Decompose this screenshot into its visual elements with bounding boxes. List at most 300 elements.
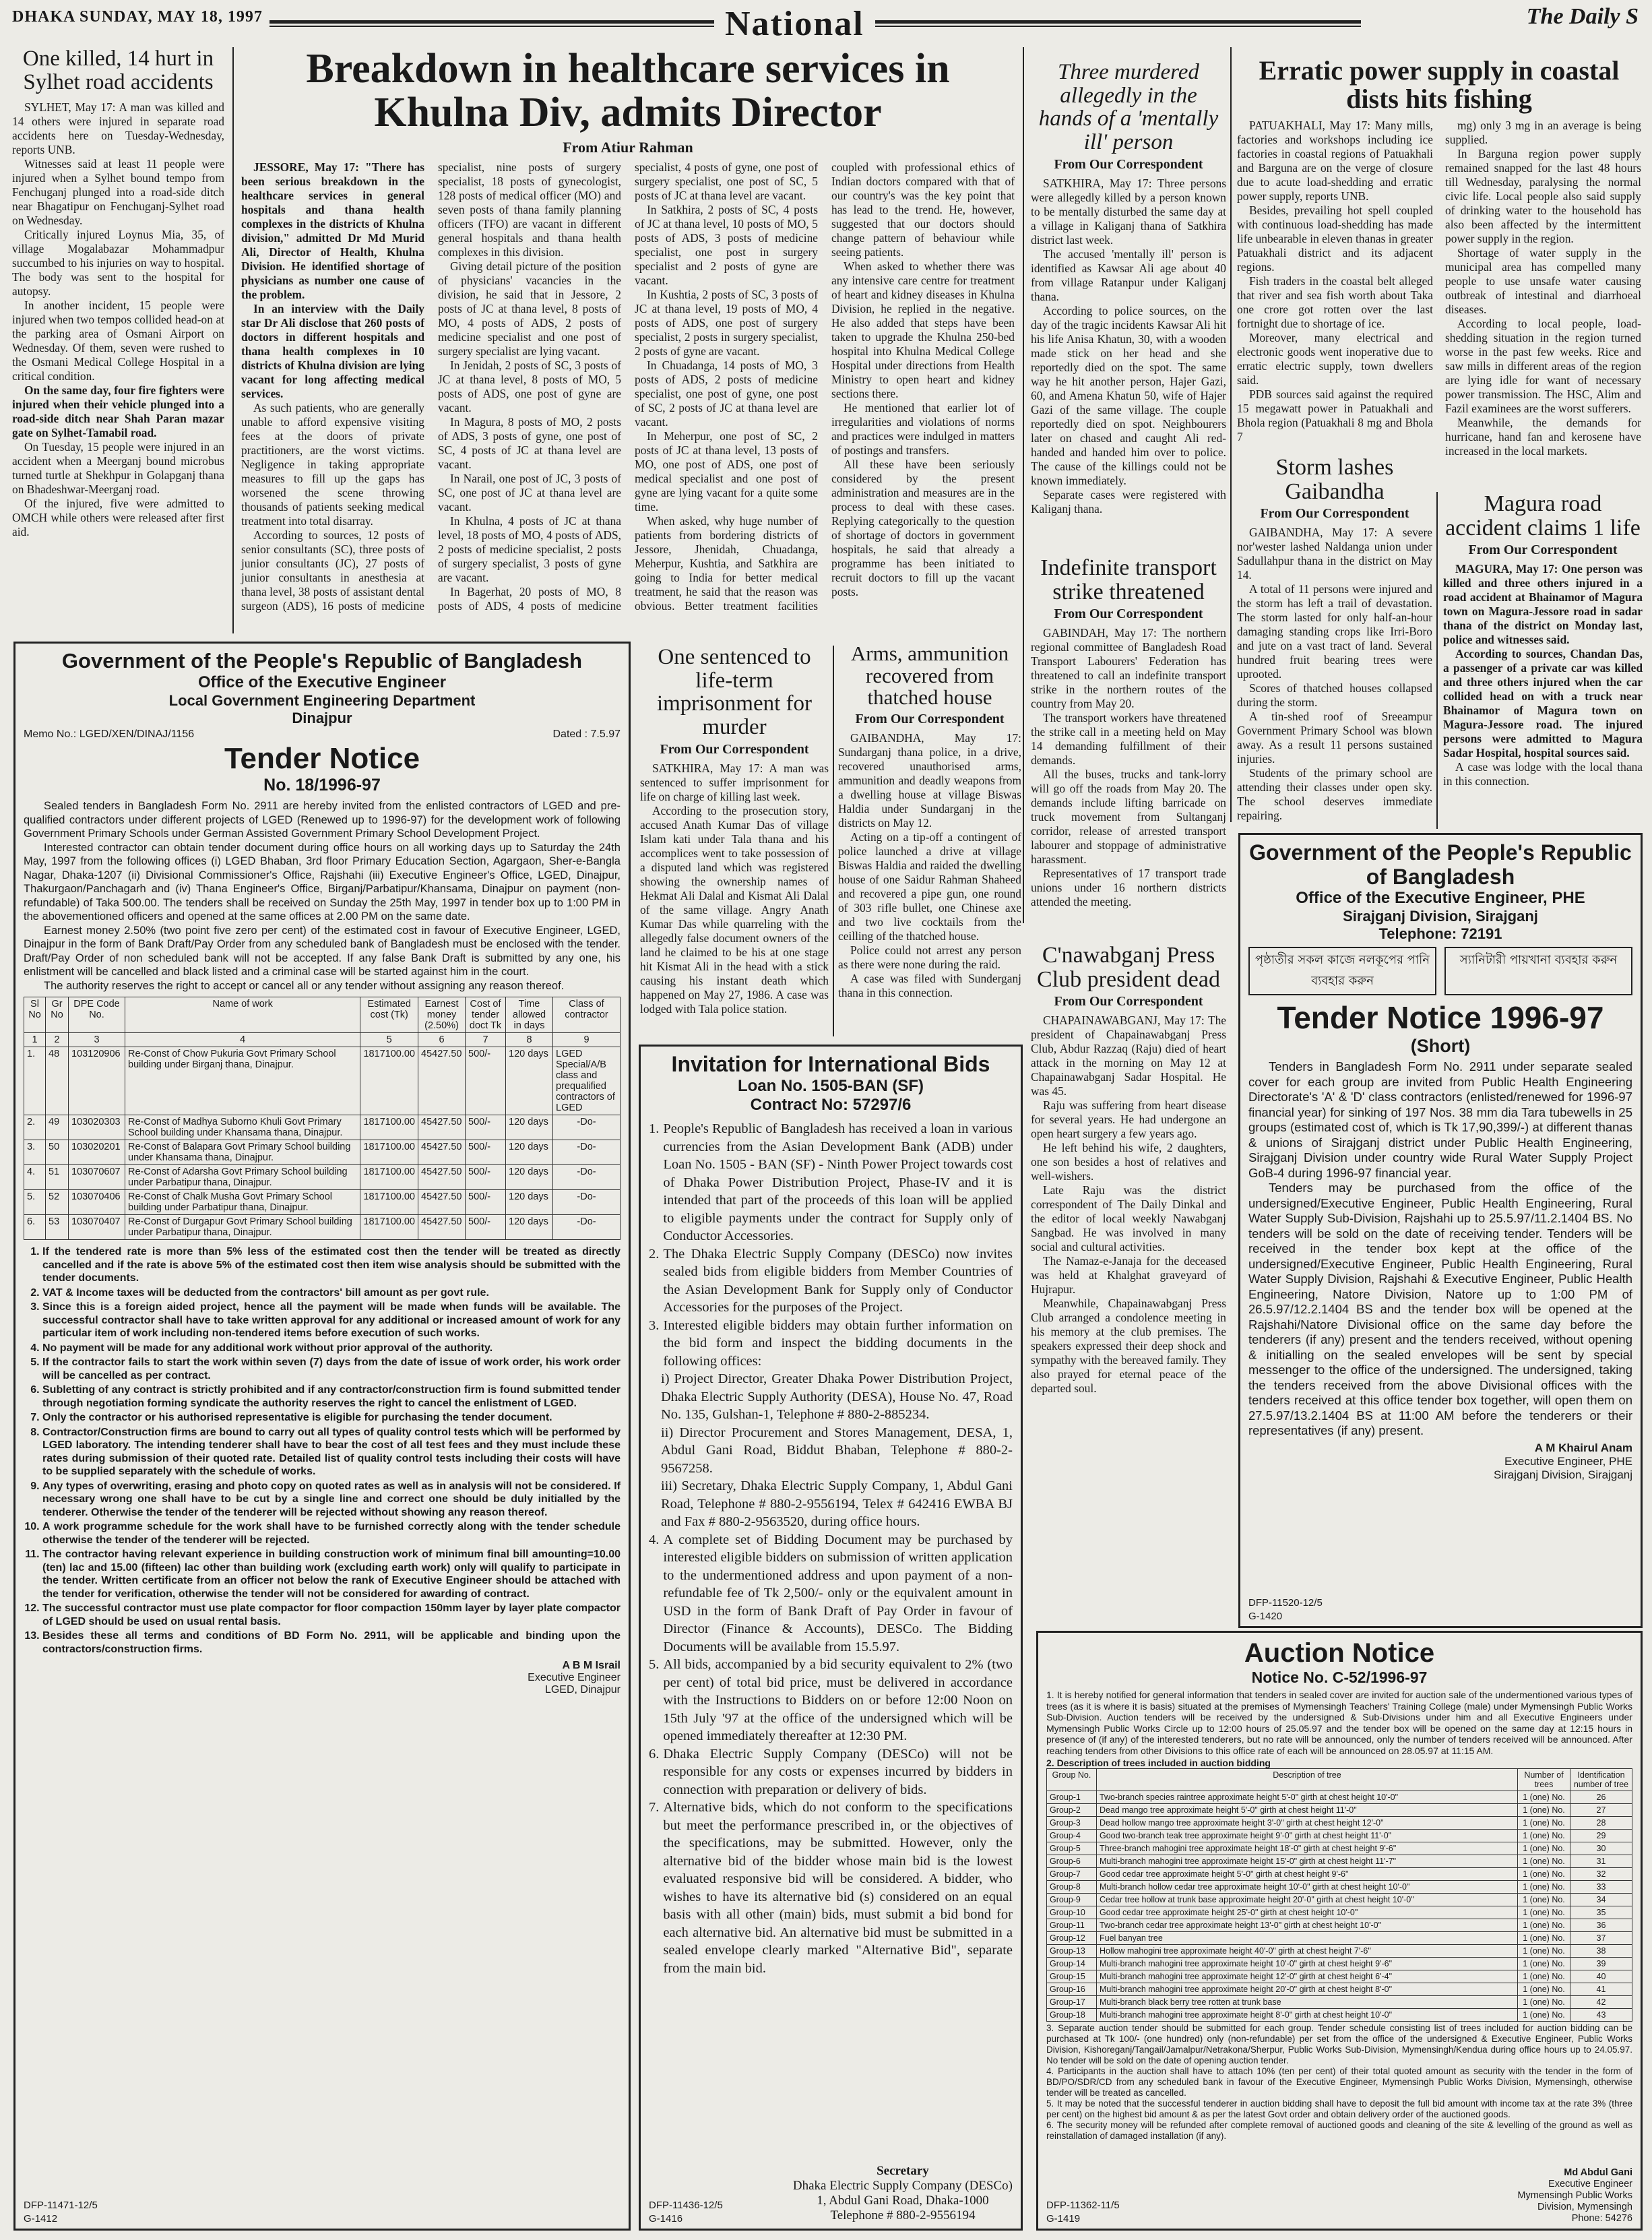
paragraph: In Kushtia, 2 posts of SC, 3 posts of JC at thana level, 19 posts of MO, 4 posts of ADS, one post of surgery specialist, 2 posts in surgery specialist, 2 posts of gyne are vacant. [635,288,818,359]
table-cell: 500/- [466,1190,506,1215]
table-cell: 48 [46,1047,69,1115]
paragraph: The transport workers have threatened the strike call in a meeting held on May 14 demanding fulfillment of their demands. [1031,711,1226,768]
auction-g: G-1419 [1046,2213,1081,2225]
paragraph: When asked, why huge number of patients from bordering districts of Jessore, Jhenidah, Chuadanga, Meherpur, Kushtia, and Satkhira are going to India for better medical treatment, he said that the reason was obvious. Better treatment facilities coupled with professional ethics of Indian doctors compared with that of our country's was the key point that has lead to the trend. He, however, suggested that our doctors should change pattern of behaviour while seeing patients. [635,160,1015,613]
paragraph: On the same day, four fire fighters were injured when their vehicle plunged into a road-side ditch near Shah Paran mazar gate on Sylhet-Tamabil road. [12,383,224,440]
international-bids-ad [639,1045,1023,2231]
paragraph: In an interview with the Daily star Dr Ali disclose that 260 posts of doctors in different hospitals and thana health complexes in 10 districts of Khulna division are lying vacant for long affecting medical services. [241,302,424,401]
table-header: Estimated cost (Tk) [360,997,418,1033]
table-cell: Re-Const of Durgapur Govt Primary School building under Parbatipur thana, Dinajpur. [125,1215,360,1240]
table-cell: 1 (one) No. [1518,1919,1570,1932]
table-row [24,1047,621,1115]
paragraph: Acting on a tip-off a contingent of police launched a drive at village Biswas Haldia and raided the dwelling house of one Saidur Rahman Shaheed and recovered a pipe gun, one round of 303 rifle bullet, one Chinese axe and two live cocktails from the ceilling of the thatched house. [838,830,1021,943]
table-cell: 3. [24,1140,46,1165]
table-cell: 1 (one) No. [1518,1855,1570,1868]
paragraph: According to local people, load-shedding situation in the region turned worse in the past few weeks. Rice and saw mills in different areas of the region are lying idle for want of necessary power transmission. The HSC, Alim and Fazil examinees are the worst sufferers. [1445,317,1641,415]
paragraph: According to sources, 12 posts of senior consultants (SC), three posts of junior consultants (JC), 27 posts of junior consultants in anesthesia at thana level, 38 posts of assistant dental surgeon (ADS), 16 posts of medicine specialist, nine posts of surgery specialist, 18 posts of gynecologist, 128 posts of medical officer (MO) and seven posts of thana family planning officers (TFO) are vacant in different general hospitals and thana health complexes in this division. [241,160,621,613]
table-row [1047,1804,1632,1817]
bids-item-text: People's Republic of Bangladesh has received a loan in various currencies from the Asian Development Bank (ADB) under Loan No. 1505 - BAN (SF) - Ninth Power Project towards cost of Dhaka Power Distribution Project, Phase-IV and it is intended that part of the proceeds of this loan will be applied to eligible payments under the contract for Supply only of Conductor Accessories. [663,1121,1013,1243]
paragraph: A case was filed with Sunderganj thana in this connection. [838,971,1021,999]
table-header: Time allowed in days [506,997,553,1033]
column-rule [833,646,834,1036]
paragraph: A total of 11 persons were injured and the storm has left a trail of devastation. The storm lasted for only half-an-hour damaging standing crops like Irri-Boro and jute on a vast tract of land. Several hundred fruit bearing trees were uprooted. [1237,582,1432,681]
table-cell: 120 days [506,1190,553,1215]
table-header: Sl No [24,997,46,1033]
table-cell: 500/- [466,1215,506,1240]
table-cell: Group-13 [1047,1945,1097,1958]
table-header: Name of work [125,997,360,1033]
table-cell: 103070406 [69,1190,125,1215]
lged-work-table [24,997,621,1240]
table-cell: 1 (one) No. [1518,1906,1570,1919]
table-row [1047,1919,1632,1932]
table-cell: Re-Const of Madhya Suborno Khuli Govt Primary School building under Khansama thana, Dinajpur. [125,1115,360,1140]
table-cell: Group-17 [1047,1996,1097,2009]
table-cell: 2 [46,1033,69,1047]
paragraph: He left behind his wife, 2 daughters, one son besides a host of relatives and well-wishers. [1031,1141,1226,1183]
auction-tree-table [1046,1768,1632,2022]
arms-byline: From Our Correspondent [855,711,1005,726]
table-row [1047,1881,1632,1894]
table-cell: 6 [418,1033,466,1047]
paragraph: The Namaz-e-Janaja for the deceased was held at Khalghat graveyard of Hujrapur. [1031,1254,1226,1297]
table-cell: 5. [24,1190,46,1215]
sylhet-article [12,47,224,640]
table-cell: 120 days [506,1047,553,1115]
paragraph: Raju was suffering from heart disease for several years. He had undergone an open heart surgery a few years ago. [1031,1098,1226,1141]
bids-item-text: Alternative bids, which do not conform to the specifications but meet the performance prescribed in, or the objectives of the specifications, may be submitted. However, only the alternative bid of the bidder whose main bid is the lowest evaluated responsive bid will be considered. A bidder, who wishes to have its alternative bid (s) considered on an equal basis with all other (main) bids, must submit a bid bond for each alternative bid. An alternative bid must be submitted in a sealed envelope clearly marked "Alternative Bid", separate from the main bid. [663,1800,1013,1976]
lged-dept: Local Government Engineering Department [168,692,476,709]
list-item: 12. The successful contractor must use plate compactor for floor compaction 150mm layer by layer plate compactor of LGED should be used on usual rental basis. [42,1602,621,1628]
table-cell: 30 [1570,1842,1632,1855]
table-cell: 29 [1570,1830,1632,1842]
list-item: 8. Contractor/Construction firms are bound to carry out all types of quality control tests which will be performed by LGED laboratory. The intending tenderer shall have to bear the cost of all test fees and they must include these rates during submission of their quoted rate. Detailed list of quality control tests including their costs will have to be supplied separately with the schedule of works. [42,1426,621,1479]
paragraph: The accused 'mentally ill' person is identified as Kawsar Ali age about 40 from village Ratanpur under Kaliganj thana. [1031,247,1226,303]
table-cell: 45427.50 [418,1215,466,1240]
storm-byline: From Our Correspondent [1260,506,1409,522]
signer-org: LGED, Dinajpur [544,1684,621,1695]
table-row [1047,1830,1632,1842]
table-cell: 500/- [466,1165,506,1190]
bids-item: 3. Interested eligible bidders may obtain further information on the bid form and inspect the bidding documents in the following offices: [649,1317,1013,1371]
sentenced-body [640,761,829,1016]
paragraph: Police could not arrest any person as there were none during the raid. [838,943,1021,971]
table-cell: 1 (one) No. [1518,1830,1570,1842]
table-cell: 51 [46,1165,69,1190]
paragraph: CHAPAINAWABGANJ, May 17: The president of Chapainawabganj Press Club, Abdur Razzaq (Raju) died of heart attack in the morning on May 12 at Chapainawabganj Sadar Hospital. He was 45. [1031,1014,1226,1098]
table-cell: Group-3 [1047,1817,1097,1830]
table-row [1047,1868,1632,1881]
lged-gov: Government of the People's Republic of Bangladesh [61,649,583,673]
table-cell: 103020201 [69,1140,125,1165]
bids-title: Invitation for International Bids [671,1052,990,1076]
auction-intro: 1. It is hereby notified for general information that tenders in sealed cover are invited for auction sale of the undermentioned various types of trees (as it is where it is basis) situated at the premises of Mymensingh Teachers' Training College (male) under Mymensingh Public Works Sub-Division. Auction tenders will be received by the undersigned & Sub-Divisions under him and all Executive Engineers under Mymensingh Public Works Circle up to 12:00 hours of 25.05.97 and the tender box will be opened on the same day at 12:15 hours in presence of (if any) of the interested tenderers, but no rate will be announced, only the number of tenders received will be announced. After reaching tenders from other Divisions to this office rate of each will be announced on 28.05.97 at 11:15 AM. [1046,1689,1632,1756]
list-item: 11. The contractor having relevant experience in building construction work of minimum final bill amounting=10.00 (ten) lac and 15.00 (fifteen) lac other than building work (excluding earth work) only will qualify to participate in the tender. Written certificate from an officer not below the rank of Executive Engineer should be attached with the tender for verification, otherwise the tender will not be considered for awarding of contract. [42,1548,621,1600]
paragraph: SYLHET, May 17: A man was killed and 14 others were injured in separate road accidents here on Tuesday-Wednesday, reports UNB. [12,100,224,157]
table-cell: Multi-branch mahogini tree approximate height 8'-0" girth at chest height 10'-0" [1097,2009,1518,2022]
phe-g: G-1420 [1248,1611,1283,1622]
paragraph: Interested contractor can obtain tender document during office hours on all working days up to Saturday the 24th May, 1997 from the following offices (i) LGED Bhaban, 3rd floor Primary Education Section, Agargaon, Sher-e-Bangla Nagar, Dhaka-1207 (ii) Divisional Commissioner's Office, Rajshahi (iii) Executive Engineer's Office, LGED, Dinajpur, Thakurgaon/Panchagarh and (iv) Thana Engineer's Office, Birganj/Parbatipur/Khansama, Dinajpur on payment (non-refundable) of Taka 500.00. The tenders shall be received on Sunday the 25th May, 1997 in tender box up to 1:00 PM in the abovementioned officers and opened at the same offices at 2.00 PM on the same date. [24,841,621,923]
paragraph: A case was lodge with the local thana in this connection. [1443,760,1643,788]
arms-body [838,731,1021,1000]
paragraph: Separate cases were registered with Kaliganj thana. [1031,487,1226,516]
list-item: 13. Besides these all terms and conditions of BD Form No. 2911, will be applicable and binding upon the contractors/construction firms. [42,1629,621,1656]
table-cell: -Do- [553,1165,621,1190]
lged-conditions [24,1245,621,1656]
table-cell: Two-branch species raintree approximate height 5'-0" girth at chest height 10'-0" [1097,1791,1518,1804]
auction-notes [1046,2023,1632,2142]
murder-headline: Three murdered allegedly in the hands of a 'mentally ill' person [1038,60,1219,154]
table-cell: 1 (one) No. [1518,1881,1570,1894]
auction-note: 6. The security money will be refunded after complete removal of auctioned goods and cleaning of the site & levelling of the ground as well as reinstallation of damaged installation (if any). [1046,2120,1632,2141]
table-cell: 103070407 [69,1215,125,1240]
table-cell: -Do- [553,1140,621,1165]
table-cell: Multi-branch mahogini tree approximate height 20'-0" girth at chest height 8'-0" [1097,1983,1518,1996]
bids-contract: Contract No: 57297/6 [750,1096,912,1114]
auction-signature [1517,2167,1632,2225]
table-cell: LGED Special/A/B class and prequalified contractors of LGED [553,1047,621,1115]
table-cell: 50 [46,1140,69,1165]
table-row [1047,1970,1632,1983]
table-cell: Multi-branch mahogini tree approximate height 15'-0" girth at chest height 11'-7" [1097,1855,1518,1868]
table-cell: Re-Const of Chow Pukuria Govt Primary School building under Birganj thana, Dinajpur. [125,1047,360,1115]
phe-division: Sirajganj Division, Sirajganj [1343,908,1538,925]
table-cell: 9 [553,1033,621,1047]
table-cell: Group-2 [1047,1804,1097,1817]
table-cell: 6. [24,1215,46,1240]
table-row [1047,1983,1632,1996]
paragraph: Meanwhile, Chapainawabganj Press Club arranged a condolence meeting in his memory at the club premises. The speakers expressed their deep shock and sympathy with the bereaved family. They also prayed for eternal peace of the departed soul. [1031,1297,1226,1396]
paragraph: Late Raju was the district correspondent of The Daily Dinkal and the editor of local weekly Nawabganj Sangbad. He was involved in many social and cultural activities. [1031,1183,1226,1254]
paragraph: In Jenidah, 2 posts of SC, 3 posts of JC at thana level, 8 posts of MO, 5 posts of ADS, one post of gyne are vacant. [438,359,621,415]
table-cell: 1817100.00 [360,1165,418,1190]
bids-item-text: A complete set of Bidding Document may be purchased by interested eligible bidders on submission of written application to the undermentioned address and upon payment of a non-refundable fee of Tk 2,500/- only or the equivalent amount in USD in the form of Bank Draft of Pay Order in favour of Director (Finance & Accounts), DESCo. The Bidding Documents will be available from 15.5.97. [663,1532,1013,1654]
table-header: Class of contractor [553,997,621,1033]
section-title: National [714,4,875,44]
bids-signature [793,2164,1013,2223]
table-cell: Group-9 [1047,1894,1097,1906]
paragraph: All the buses, trucks and tank-lorry will go off the roads from May 20. The demands include lifting barricade on truck movement from Sultanganj corridor, release of arrested transport labourer and stoppage of administrative harassment. [1031,768,1226,867]
table-cell: 8 [506,1033,553,1047]
paragraph: According to sources, Chandan Das, a passenger of a private car was killed and three others injured when the car collided head on with a truck near Bhainamor of Magura town on Magura-Jessore road. The injured persons were admitted to Magura Sadar Hospital, hospital sources said. [1443,647,1643,760]
column-rule [232,47,234,633]
table-cell: 1 (one) No. [1518,1996,1570,2009]
table-cell: 2. [24,1115,46,1140]
table-cell: 1817100.00 [360,1115,418,1140]
table-row [24,1165,621,1190]
table-cell: Good cedar tree approximate height 5'-0" girth at chest height 9'-6" [1097,1868,1518,1881]
table-header: Group No. [1047,1769,1097,1791]
table-row [1047,1855,1632,1868]
paragraph: Critically injured Loynus Mia, 35, of village Mogalabazar Mohammadpur succumbed to his injuries on way to hospital. The body was sent to the hospital for autopsy. [12,228,224,299]
table-cell: 7 [466,1033,506,1047]
khulna-article [241,47,1015,639]
bids-item-text: All bids, accompanied by a bid security equivalent to 2% (two per cent) of total bid price, must be delivered in accordance with the Instructions to Bidders on or before 12:00 Noon on 15th July '97 at the office of the undersigned which will be opened immediately thereafter at 12:30 PM. [663,1657,1013,1743]
table-cell: 42 [1570,1996,1632,2009]
table-cell: Cedar tree hollow at trunk base approximate height 20'-0" girth at chest height 10'-0" [1097,1894,1518,1906]
table-cell: 45427.50 [418,1165,466,1190]
paper-name: The Daily S [1526,4,1639,29]
table-cell: 31 [1570,1855,1632,1868]
table-cell: Group-15 [1047,1970,1097,1983]
power-col-1 [1237,119,1433,458]
table-cell: 1817100.00 [360,1140,418,1165]
table-cell: 26 [1570,1791,1632,1804]
nawabganj-byline: From Our Correspondent [1054,994,1203,1009]
table-cell: 1 [24,1033,46,1047]
lged-place: Dinajpur [292,710,352,726]
table-cell: Group-16 [1047,1983,1097,1996]
table-row [1047,1894,1632,1906]
paragraph: Representatives of 17 transport trade unions under 16 northern districts attended the meeting. [1031,867,1226,909]
storm-article [1237,456,1432,833]
bids-office: ii) Director Procurement and Stores Management, DESA, 1, Abdul Gani Road, Biddut Bhaban, Telephone # 880-2-9567258. [661,1425,1013,1476]
paragraph: All these have been seriously considered by the present administration and measures are in the process to deal with these cases. Replying categorically to the question of shortage of doctors in government hospitals, he said that already a programme has been initiated to recruit doctors to fill up the vacant posts. [831,458,1015,599]
paragraph: GAIBANDHA, May 17: Sundarganj thana police, in a drive, recovered unauthorised arms, ammunition and deadly weapons from a dwelling house at village Biswas Haldia under Sundarganj in the districts on May 12. [838,730,1021,830]
table-cell: 1 (one) No. [1518,2009,1570,2022]
auction-notice [1036,1631,1643,2231]
table-cell: 3 [69,1033,125,1047]
lged-title: Tender Notice [224,742,420,775]
table-cell: 28 [1570,1817,1632,1830]
table-cell: 1 (one) No. [1518,1932,1570,1945]
table-cell: 1 (one) No. [1518,1817,1570,1830]
table-cell: 38 [1570,1945,1632,1958]
table-cell: 103020303 [69,1115,125,1140]
table-cell: 43 [1570,2009,1632,2022]
auction-table-body [1047,1791,1632,2022]
table-cell: 53 [46,1215,69,1240]
table-header-row [1047,1769,1632,1791]
table-cell: 500/- [466,1140,506,1165]
table-cell: 1 (one) No. [1518,1894,1570,1906]
sentenced-byline: From Our Correspondent [660,741,809,757]
paragraph: Fish traders in the coastal belt alleged that river and sea fish worth about Taka one crore got rotten over the last fortnight due to shortage of ice. [1237,274,1433,330]
auction-note: 4. Participants in the auction shall have to attach 10% (ten per cent) of their total quoted amount as security with the tender in the form of BD/PO/SDR/CD from any scheduled bank in favour of the Executive Engineer, Mymensingh Public Works Division, Mymensingh, otherwise tender will be treated as cancelled. [1046,2066,1632,2098]
table-cell: 1 (one) No. [1518,1945,1570,1958]
table-cell: 36 [1570,1919,1632,1932]
arms-headline: Arms, ammunition recovered from thatched house [850,642,1009,710]
bids-item: 6. Dhaka Electric Supply Company (DESCo) will not be responsible for any costs or expenses incurred by bidders in connection with preparation or delivery of bids. [649,1745,1013,1799]
paragraph: In Narail, one post of JC, 3 posts of SC, one post of JC at thana level are vacant. [438,472,621,514]
table-cell: 45427.50 [418,1140,466,1165]
phe-gov: Government of the People's Republic of Bangladesh [1249,840,1632,889]
paragraph: Of the injured, five were admitted to OMCH while others were released after first aid. [12,497,224,539]
bids-office: iii) Secretary, Dhaka Electric Supply Company, 1, Abdul Gani Road, Telephone # 880-2-9556194, Telex # 642416 EWBA BJ and Fax # 880-2-9563520, during office hours. [661,1479,1013,1529]
table-cell: Group-14 [1047,1958,1097,1970]
paragraph: Tenders in Bangladesh Form No. 2911 under separate sealed cover for each group are invited from Public Health Engineering Directorate's 'A' & 'D' class contractors (enlisted/renewed for 1996-97 financial year) for sinking of 197 Nos. 38 mm dia Tara tubewells in 25 groups (estimated cost of, which is Tk 17,90,399/-) at different thanas & unions of Sirajganj district under Public Health Engineering, Sirajganj Division under country wide Rural Water Supply Project GoB-4 during 1996-97 financial year. [1248,1059,1632,1180]
table-cell: Multi-branch black berry tree rotten at trunk base [1097,1996,1518,2009]
paragraph: In Magura, 8 posts of MO, 2 posts of ADS, 3 posts of gyne, one post of SC, 4 posts of JC at thana level are vacant. [438,415,621,472]
table-row [24,1115,621,1140]
paragraph: In Khulna, 4 posts of JC at thana level, 18 posts of MO, 4 posts of ADS, 2 posts of medicine specialist, 2 posts of surgery specialist, 3 posts of gyne are vacant. [438,514,621,585]
sylhet-body [12,100,224,539]
table-cell: 45427.50 [418,1190,466,1215]
lged-number: No. 18/1996-97 [263,776,381,795]
column-rule [1023,47,1024,923]
table-row [24,1190,621,1215]
magura-article [1443,492,1643,829]
bids-item: 5. All bids, accompanied by a bid security equivalent to 2% (two per cent) of total bid price, must be delivered in accordance with the Instructions to Bidders on or before 12:00 Noon on 15th July '97 at the office of the undersigned which will be opened immediately thereafter at 12:30 PM. [649,1656,1013,1745]
bids-item-text: The Dhaka Electric Supply Company (DESCo) now invites sealed bids from eligible bidders from Member Countries of the Asian Development Bank for Supply only of Conductor Accessories for the purposes of the Project. [663,1246,1013,1315]
paragraph: mg) only 3 mg in an average is being supplied. [1445,119,1641,146]
murder-byline: From Our Correspondent [1054,156,1203,172]
paragraph: PATUAKHALI, May 17: Many mills, factories and workshops including ice factories in coastal regions of Patuakhali and Barguna are on the verge of closure due to acute load-shedding and erratic power supply, reports UNB. [1237,119,1433,203]
table-header: Gr No [46,997,69,1033]
phe-bengali-row [1248,947,1632,995]
table-cell: 1 (one) No. [1518,1983,1570,1996]
table-cell: Group-10 [1047,1906,1097,1919]
table-cell: -Do- [553,1215,621,1240]
paragraph: In Barguna region power supply remained snapped for the last 48 hours till Wednesday, paralysing the normal civic life. Local people also said supply of drinking water to the household has also been affected by the intermittent power supply in the region. [1445,147,1641,245]
paragraph: According to the prosecution story, accused Anath Kumar Das of village Islam kati under Tala thana and his accomplices went to take possession of a disputed land which was registered showing the ownership names of Hekmat Ali Dalal and Kismat Ali Dalal of the same village. Angry Anath Kumar Das while quarreling with the allegedly false document owners of the land he claimed to be his at one stage hit Kismat Ali in the head with a stick causing his instant death which happened on May 27, 1986. A case was lodged with Tala police station. [640,803,829,1016]
paragraph: GABINDAH, May 17: The northern regional committee of Bangladesh Road Transport Labourers' Federation has threatened to call an indefinite transport strike in the northern routes of the country from May 20. [1031,626,1226,711]
phe-short: (Short) [1410,1036,1471,1056]
table-cell: 103120906 [69,1047,125,1115]
paragraph: As such patients, who are generally unable to afford expensive visiting fees at the doors of private practitioners, are the worst victims. Negligence in taking appropriate measures to fill up the gaps has worsened the scene throwing thousands of patients seeking medical treatment into total disarray. [241,401,424,528]
arms-article [838,643,1021,1040]
table-row [1047,1906,1632,1919]
list-item: 10. A work programme schedule for the work shall have to be furnished correctly along with the tender schedule otherwise the tender of the tenderer will be rejected. [42,1520,621,1547]
paragraph: In another incident, 15 people were injured when two tempos collided head-on at the parking area of Osmani Airport on Wednesday. Of them, seven were rushed to the Osmani Medical College Hospital in a critical condition. [12,299,224,383]
table-cell: 45427.50 [418,1115,466,1140]
strike-byline: From Our Correspondent [1054,606,1203,622]
paragraph: Shortage of water supply in the municipal area has compelled many people to use unsafe water causing outbreak of intestinal and diarrhoeal diseases. [1445,246,1641,316]
table-cell: 49 [46,1115,69,1140]
table-header: Number of trees [1518,1769,1570,1791]
table-cell: 4. [24,1165,46,1190]
list-item: 6. Subletting of any contract is strictly prohibited and if any contractor/construction firm is found submitted tender through negotiation forming syndicate the authority reserves the right to cancel the enlistment of LGED. [42,1383,621,1410]
table-cell: 40 [1570,1970,1632,1983]
bids-office: i) Project Director, Greater Dhaka Power Distribution Project, Dhaka Electric Supply Authority (DESA), House No. 47, Road No. 135, Gulshan-1, Telephone # 880-2-885234. [661,1371,1013,1422]
lged-dfp: DFP-11471-12/5 [24,2200,98,2211]
bids-loan: Loan No. 1505-BAN (SF) [737,1077,924,1095]
table-row [1047,1958,1632,1970]
table-cell: Dead hollow mango tree approximate height 3'-0" girth at chest height 12'-0" [1097,1817,1518,1830]
table-cell: Re-Const of Adarsha Govt Primary School building under Parbatipur thana, Dinajpur. [125,1165,360,1190]
list-item: 5. If the contractor fails to start the work within seven (7) days from the date of issue of work order, his work order will be cancelled as per contract. [42,1356,621,1382]
paragraph: According to police sources, on the day of the tragic incidents Kawsar Ali hit his life Anisa Khatun, 30, with a wooden made stick on her head and she reportedly died on the spot. The same way he hit another person, Hajer Gazi, 60, and Amena Khatun 50, wife of Hajer Gazi of the same village. The couple reportedly died on spot. Neighbourers later on chased and caught Ali red-handed and handed him over to police. The cause of the killings could not be known immediately. [1031,303,1226,487]
phe-signature [1248,1441,1632,1482]
signer-org: Sirajganj Division, Sirajganj [1494,1468,1632,1481]
table-cell: 52 [46,1190,69,1215]
magura-headline: Magura road accident claims 1 life [1445,491,1641,540]
phe-paras [1248,1059,1632,1439]
paragraph: MAGURA, May 17: One person was killed and three others injured in a road accident at Bhainamor of Magura town on Magura-Jessore road in sadar thana of the district on Monday last, police and witnesses said. [1443,562,1643,647]
bengali-slogan-2: স্যানিটারী পায়খানা ব্যবহার করুন [1444,947,1632,995]
signer-title: Executive Engineer [1548,2179,1632,2189]
paragraph: Earnest money 2.50% (two point five zero per cent) of the estimated cost in favour of Executive Engineer, LGED, Dinajpur in the form of Bank Draft/Pay Order from any scheduled bank of Bangladesh must be enclosed with the tender. Draft/Pay Order of non scheduled bank will not be accepted. If any false Bank Draft is submitted by any one, his enlistment will be cancelled and black listed and a criminal case will be started against him in the court. [24,924,621,978]
khulna-body [241,160,1015,619]
table-cell: Group-7 [1047,1868,1097,1881]
lged-g: G-1412 [24,2213,58,2225]
table-cell: Group-12 [1047,1932,1097,1945]
list-item: 9. Any types of overwriting, erasing and photo copy on quoted rates as well as in analysis will not be considered. If necessary wrong one shall have to be cut by a single line and correct one should be duly initialled by the tenderer. Otherwise the tender of the tenderer will be rejected without showing any reason thereof. [42,1480,621,1520]
table-cell: Two-branch cedar tree approximate height 13'-0" girth at chest height 10'-0" [1097,1919,1518,1932]
bids-item-text: Interested eligible bidders may obtain further information on the bid form and inspect the bidding documents in the following offices: [663,1317,1013,1369]
table-cell: 1 (one) No. [1518,1791,1570,1804]
strike-article [1031,556,1226,920]
paragraph: JESSORE, May 17: "There has been serious breakdown in the healthcare services in general hospitals and thana health complexes in the districts of Khulna division," admitted Dr Md Murid Ali, Director of Health, Khulna Division. He identified shortage of physicians as number one cause of the problem. [241,160,424,302]
table-number-row [24,1033,621,1047]
paragraph: In Satkhira, 2 posts of SC, 4 posts of JC at thana level, 10 posts of MO, 5 posts of ADS, 3 posts of medicine specialist, one post in surgery specialist and 2 posts of gyne are vacant. [635,203,818,288]
lged-memo: Memo No.: LGED/XEN/DINAJ/1156 [24,728,195,740]
table-cell: 45427.50 [418,1047,466,1115]
murder-body [1031,177,1226,516]
signer-title: Executive Engineer [528,1672,621,1683]
nawabganj-body [1031,1014,1226,1396]
table-cell: 5 [360,1033,418,1047]
nawabganj-headline: C'nawabganj Press Club president dead [1037,943,1220,992]
paragraph: PDB sources said against the required 15 megawatt power in Patuakhali and Bhola region (Patuakhali 8 mg and Bhola 7 [1237,387,1433,443]
table-cell: 1 (one) No. [1518,1868,1570,1881]
list-item: 2. VAT & Income taxes will be deducted from the contractors' bill amount as per govt rule. [42,1286,621,1300]
table-cell: 1817100.00 [360,1047,418,1115]
bids-body [649,1120,1013,1977]
phe-office: Office of the Executive Engineer, PHE [1296,889,1585,907]
paragraph: Moreover, many electrical and electronic goods went inoperative due to erratic electric supply, town dwellers said. [1237,331,1433,387]
table-cell: -Do- [553,1115,621,1140]
table-cell: Group-6 [1047,1855,1097,1868]
bids-item: 2. The Dhaka Electric Supply Company (DESCo) now invites sealed bids from eligible bidders from Member Countries of the Asian Development Bank for Supply only of Conductor Accessories for the purposes of the Project. [649,1245,1013,1317]
list-item: 3. Since this is a foreign aided project, hence all the payment will be made when funds will be available. The successful contractor shall have to take written approval for any additional or increased amount of work for any particular item of work including non-tendered items before execution of such works. [42,1301,621,1340]
table-row [24,1140,621,1165]
table-cell: -Do- [553,1190,621,1215]
table-cell: Fuel banyan tree [1097,1932,1518,1945]
phe-tender-notice [1238,833,1643,1628]
table-cell: 4 [125,1033,360,1047]
paragraph: A tin-shed roof of Sreeampur Government Primary School was blown away. As a result 11 persons sustained injuries. [1237,710,1432,766]
signer-org: Mymensingh Public Works [1517,2190,1632,2201]
table-row [1047,2009,1632,2022]
dateline: DHAKA SUNDAY, MAY 18, 1997 [12,8,263,26]
paragraph: GAIBANDHA, May 17: A severe nor'wester lashed Naldanga union under Sadullahpur thana in the district on May 14. [1237,526,1432,582]
table-cell: 120 days [506,1215,553,1240]
table-cell: Group-1 [1047,1791,1097,1804]
table-cell: 1 (one) No. [1518,1958,1570,1970]
paragraph: Witnesses said at least 11 people were injured when a Sylhet bound tempo from Fenchuganj plunged into a road-side ditch near Bhagatipur on Fenchuganj-Sylhet road on Wednesday. [12,157,224,228]
power-col-2 [1445,119,1641,458]
signer-name: A B M Israil [562,1660,621,1671]
bids-item-text: Dhaka Electric Supply Company (DESCo) will not be responsible for any costs or expenses incurred by bidders in connection with preparation or delivery of bids. [663,1746,1013,1797]
sentenced-headline: One sentenced to life-term imprisonment for murder [656,645,813,739]
table-header: Description of tree [1097,1769,1518,1791]
table-cell: 103070607 [69,1165,125,1190]
table-cell: Three-branch mahogini tree approximate height 18'-0" girth at chest height 9'-6" [1097,1842,1518,1855]
table-cell: 1. [24,1047,46,1115]
lged-tender-notice [13,642,631,2231]
table-header-row [24,997,621,1033]
table-row [1047,1932,1632,1945]
paragraph: SATKHIRA, May 17: A man was sentenced to suffer imprisonment for life on charge of killing last week. [640,761,829,803]
signer-name: Md Abdul Gani [1564,2167,1632,2178]
table-cell: 41 [1570,1983,1632,1996]
paragraph: In Chuadanga, 14 posts of MO, 3 posts of ADS, 2 posts of medicine specialist, one post of gyne, one post of SC, 2 posts of JC at thana level are vacant. [635,359,818,429]
list-item: 1. If the tendered rate is more than 5% less of the estimated cost then the tender will be treated as directly cancelled and if the rate is above 5% of the estimated cost then item wise analysis should be submitted with the tender documents. [42,1245,621,1285]
paragraph: The authority reserves the right to accept or cancel all or any tender without assigning any reason thereof. [44,979,565,992]
lged-paras [24,799,621,993]
table-cell: 500/- [466,1047,506,1115]
table-cell: Group-11 [1047,1919,1097,1932]
table-cell: 39 [1570,1958,1632,1970]
nawabganj-article [1031,943,1226,1396]
phe-dfp: DFP-11520-12/5 [1248,1597,1323,1609]
table-row [24,1215,621,1240]
table-cell: Re-Const of Balapara Govt Primary School building under Khansama thana, Dinajpur. [125,1140,360,1165]
signer-phone: Phone: 54276 [1571,2213,1632,2224]
table-cell: 500/- [466,1115,506,1140]
phe-title: Tender Notice 1996-97 [1277,1000,1604,1035]
